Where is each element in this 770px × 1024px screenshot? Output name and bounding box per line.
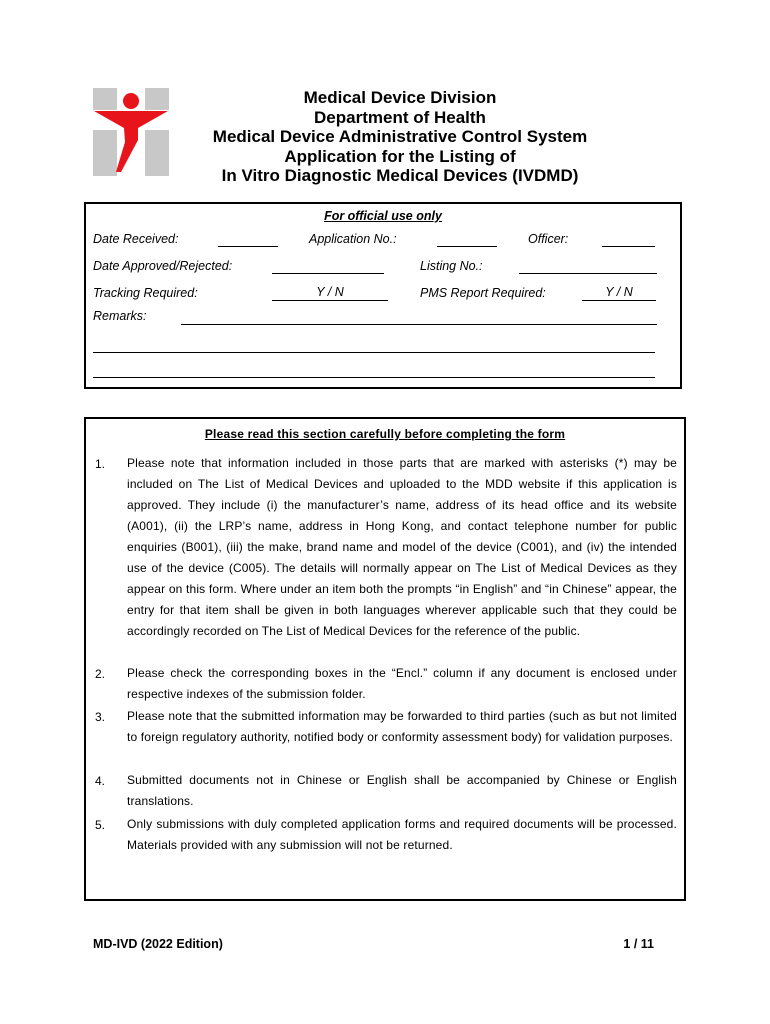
remarks-line-2[interactable] <box>93 352 655 353</box>
instructions-box <box>84 417 686 901</box>
title-line-1: Medical Device Division <box>303 88 497 107</box>
note-text: Please check the corresponding boxes in the “Encl.” column if any document is enclosed under respective indexes of the submission folder. <box>127 666 677 701</box>
title-line-4: Application for the Listing of <box>284 146 516 166</box>
date-approved-label: Date Approved/Rejected: <box>93 259 233 273</box>
pms-required-line <box>582 300 656 301</box>
remarks-line-3[interactable] <box>93 377 655 378</box>
listing-no-field[interactable] <box>519 273 657 274</box>
pms-required-value[interactable]: Y / N <box>605 285 633 299</box>
note-number: 4. <box>95 774 106 788</box>
application-no-label: Application No.: <box>309 232 397 246</box>
logo-figure-head <box>123 93 139 109</box>
title-line-5: In Vitro Diagnostic Medical Devices (IVDMD) <box>221 166 579 186</box>
note-text: Only submissions with duly completed application forms and required documents will be processed. Materials provided with any submission will not be returned. <box>127 817 677 852</box>
remarks-label: Remarks: <box>93 309 147 323</box>
note-text: Submitted documents not in Chinese or English shall be accompanied by Chinese or English translations. <box>127 773 677 808</box>
note-number: 2. <box>95 667 106 681</box>
officer-field[interactable] <box>602 246 655 247</box>
official-use-heading: For official use only <box>324 209 442 223</box>
form-edition: MD-IVD (2022 Edition) <box>93 937 223 951</box>
document-title <box>190 88 610 186</box>
application-no-field[interactable] <box>437 246 497 247</box>
tracking-required-label: Tracking Required: <box>93 286 198 300</box>
tracking-required-line <box>272 300 388 301</box>
title-line-2: Department of Health <box>314 107 486 127</box>
note-text: Please note that information included in those parts that are marked with asterisks (*) may be included on The List of Medical Devices and uploaded to the MDD website if this application is approved. They include (i) the manufacturer’s name, address of its head office and its website (A001), (ii) the LRP’s name, address in Hong Kong, and contact telephone number for public enquiries (B001), (iii) the make, brand name and model of the device (C001), and (iv) the intended use of the device (C005). The details will normally appear on The List of Medical Devices as they appear on this form. Where under an item both the prompts “in English” and “in Chinese” appear, the entry for that item shall be given in both languages wherever applicable such that they could be accordingly recorded on The List of Medical Devices for the reference of the public. <box>127 456 677 638</box>
note-number: 3. <box>95 710 106 724</box>
listing-no-label: Listing No.: <box>420 259 483 273</box>
instructions-heading: Please read this section carefully before completing the form <box>204 427 566 441</box>
date-approved-field[interactable] <box>272 273 384 274</box>
department-of-health-logo-icon <box>93 88 169 176</box>
date-received-label: Date Received: <box>93 232 179 246</box>
note-text: Please note that the submitted information may be forwarded to third parties (such as but not limited to foreign regulatory authority, notified body or conformity assessment body) for validation purposes. <box>127 709 677 744</box>
pms-required-label: PMS Report Required: <box>420 286 546 300</box>
note-number: 1. <box>95 457 106 471</box>
official-use-box <box>84 202 682 389</box>
remarks-line-1[interactable] <box>181 324 657 325</box>
note-number: 5. <box>95 818 106 832</box>
title-line-3: Medical Device Administrative Control System <box>212 127 588 147</box>
officer-label: Officer: <box>528 232 569 246</box>
tracking-required-value[interactable]: Y / N <box>316 285 344 299</box>
date-received-field[interactable] <box>218 246 278 247</box>
department-logo <box>93 88 169 176</box>
page-number: 1 / 11 <box>623 937 654 951</box>
